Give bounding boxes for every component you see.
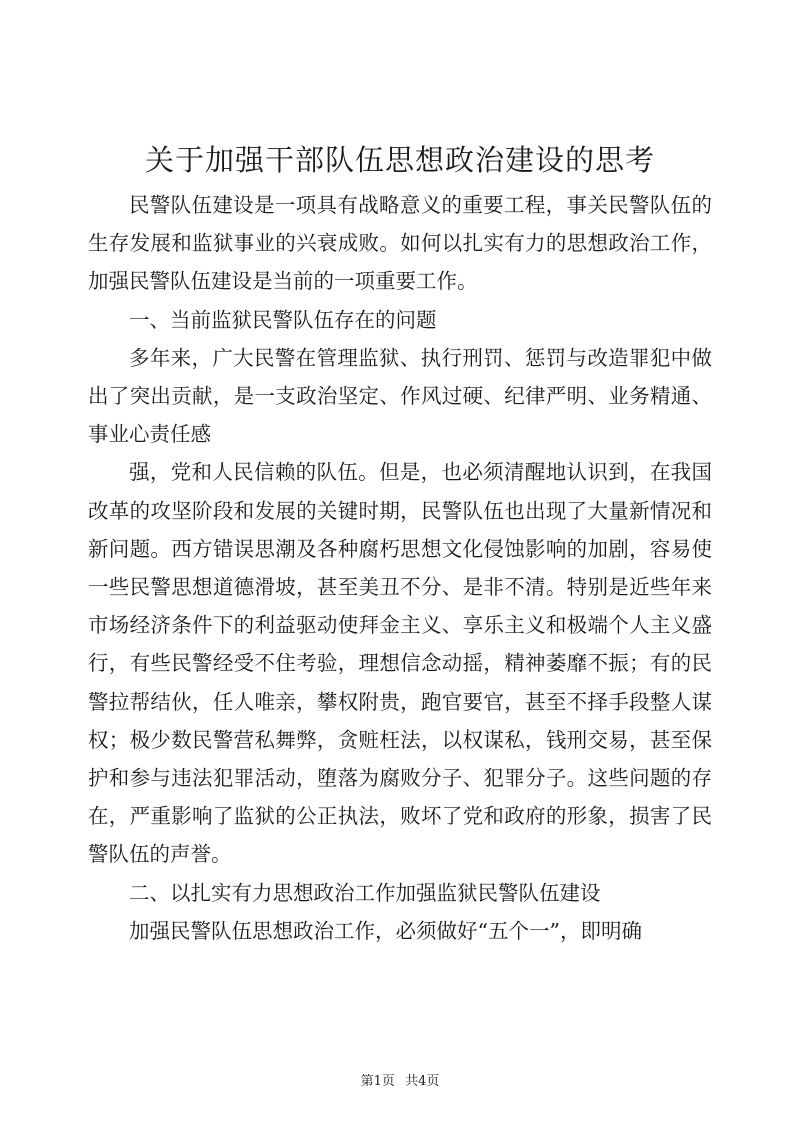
section-heading-1: 一、当前监狱民警队伍存在的问题 <box>129 307 437 332</box>
page-number: 第1页 <box>360 1074 395 1089</box>
paragraph-intro: 民警队伍建设是一项具有战略意义的重要工程，事关民警队伍的生存发展和监狱事业的兴衰成败。如何以扎实有力的思想政治工作，加强民警队伍建设是当前的一项重要工作。 <box>88 193 712 294</box>
section-heading-2: 二、以扎实有力思想政治工作加强监狱民警队伍建设 <box>129 880 601 905</box>
page-footer <box>0 1070 800 1089</box>
document-title: 关于加强干部队伍思想政治建设的思考 <box>144 143 655 177</box>
document-body <box>88 186 712 950</box>
page-total: 共4页 <box>405 1074 440 1089</box>
paragraph-contribution: 多年来，广大民警在管理监狱、执行刑罚、惩罚与改造罪犯中做出了突出贡献，是一支政治坚定、作风过硬、纪律严明、业务精通、事业心责任感 <box>88 345 712 447</box>
paragraph-problems: 强，党和人民信赖的队伍。但是，也必须清醒地认识到，在我国改革的攻坚阶段和发展的关键时期，民警队伍也出现了大量新情况和新问题。西方错误思潮及各种腐朽思想文化侵蚀影响的加剧，容易使一些民警思想道德滑坡，甚至美丑不分、是非不清。特别是近些年来市场经济条件下的利益驱动使拜金主义、享乐主义和极端个人主义盛行，有些民警经受不住考验，理想信念动摇，精神萎靡不振；有的民警拉帮结伙，任人唯亲，攀权附贵，跑官要官，甚至不择手段整人谋权；极少数民警营私舞弊，贪赃枉法，以权谋私，钱刑交易，甚至保护和参与违法犯罪活动，堕落为腐败分子、犯罪分子。这些问题的存在，严重影响了监狱的公正执法，败坏了党和政府的形象，损害了民警队伍的声誉。 <box>88 460 712 867</box>
paragraph-five-ones: 加强民警队伍思想政治工作，必须做好“五个一”，即明确 <box>129 918 642 943</box>
